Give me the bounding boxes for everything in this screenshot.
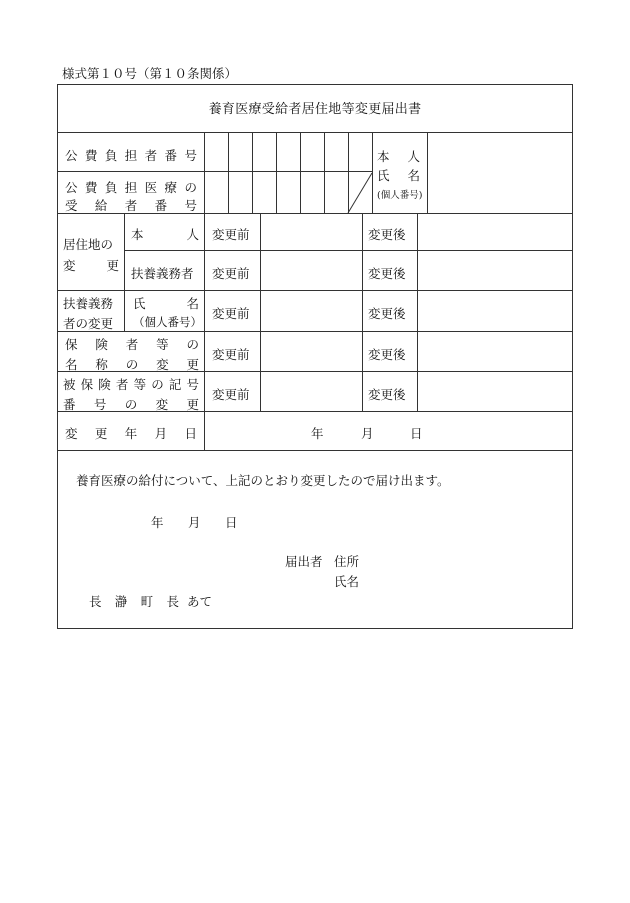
- label-applicant-name: 氏名: [334, 574, 360, 589]
- label-change-date: 変 更 年 月 日: [65, 426, 197, 441]
- box-slash: [346, 172, 374, 215]
- label-supporter: 扶養義務者: [131, 266, 194, 281]
- label-applicant: 届出者: [285, 554, 323, 569]
- label-honnin: 本 人: [377, 149, 420, 164]
- supporter-after-field[interactable]: [418, 251, 572, 290]
- label-after-supporter: 変更後: [368, 266, 406, 281]
- table-border-right: [572, 84, 573, 629]
- label-insurer-line1: 保 険 者 等 の: [65, 337, 199, 352]
- form-number: 様式第１０号（第１０条関係）: [62, 66, 238, 81]
- label-residence-line2: 変 更: [63, 258, 119, 273]
- label-medical-recipient-line1: 公 費 負 担 医 療 の: [65, 180, 197, 195]
- recipient-name-field[interactable]: [428, 133, 572, 213]
- submission-day: 日: [225, 515, 238, 530]
- label-name: 氏 名: [133, 296, 199, 311]
- label-kojin-bango-small: (個人番号): [377, 190, 423, 201]
- label-after-residence: 変更後: [368, 227, 406, 242]
- label-before-supporter-name: 変更前: [212, 306, 250, 321]
- change-date-field[interactable]: [205, 412, 572, 450]
- addressee-suffix: あて: [187, 594, 213, 609]
- form-title: 養育医療受給者居住地等変更届出書: [208, 102, 422, 117]
- label-before-insurer: 変更前: [212, 347, 250, 362]
- label-burden-number: 公 費 負 担 者 番 号: [65, 148, 197, 163]
- table-border-top: [57, 84, 573, 85]
- label-residence-line1: 居住地の: [63, 237, 114, 252]
- label-supporter-change-line1: 扶養義務: [63, 296, 114, 311]
- submission-month: 月: [188, 515, 201, 530]
- change-date-year: 年: [311, 426, 324, 441]
- label-after-insured: 変更後: [368, 387, 406, 402]
- label-before-insured: 変更前: [212, 387, 250, 402]
- label-before-residence: 変更前: [212, 227, 250, 242]
- declaration-statement: 養育医療の給付について、上記のとおり変更したので届け出ます。: [76, 473, 450, 488]
- supporter-name-after-field[interactable]: [418, 291, 572, 331]
- label-insured-line1: 被 保 険 者 等 の 記 号: [63, 377, 199, 392]
- label-insured-line2: 番 号 の 変 更: [63, 397, 199, 412]
- insurer-after-field[interactable]: [418, 332, 572, 371]
- label-after-insurer: 変更後: [368, 347, 406, 362]
- label-person: 本 人: [131, 227, 199, 242]
- label-supporter-change-line2: 者の変更: [63, 316, 114, 331]
- label-before-supporter: 変更前: [212, 266, 250, 281]
- table-border-bottom: [57, 628, 573, 629]
- residence-after-field[interactable]: [418, 214, 572, 250]
- label-kojin-bango: （個人番号）: [133, 315, 202, 329]
- label-after-supporter-name: 変更後: [368, 306, 406, 321]
- change-date-month: 月: [361, 426, 374, 441]
- residence-before-field[interactable]: [261, 214, 361, 250]
- label-applicant-address: 住所: [334, 554, 360, 569]
- insured-before-field[interactable]: [261, 372, 361, 411]
- label-shimei: 氏 名: [377, 168, 420, 183]
- addressee: 長 瀞 町 長: [89, 594, 179, 609]
- insured-after-field[interactable]: [418, 372, 572, 411]
- submission-year: 年: [151, 515, 164, 530]
- label-medical-recipient-line2: 受 給 者 番 号: [65, 198, 197, 213]
- supporter-before-field[interactable]: [261, 251, 361, 290]
- supporter-name-before-field[interactable]: [261, 291, 361, 331]
- change-date-day: 日: [410, 426, 423, 441]
- table-border-left: [57, 84, 58, 629]
- insurer-before-field[interactable]: [261, 332, 361, 371]
- label-insurer-line2: 名 称 の 変 更: [65, 357, 199, 372]
